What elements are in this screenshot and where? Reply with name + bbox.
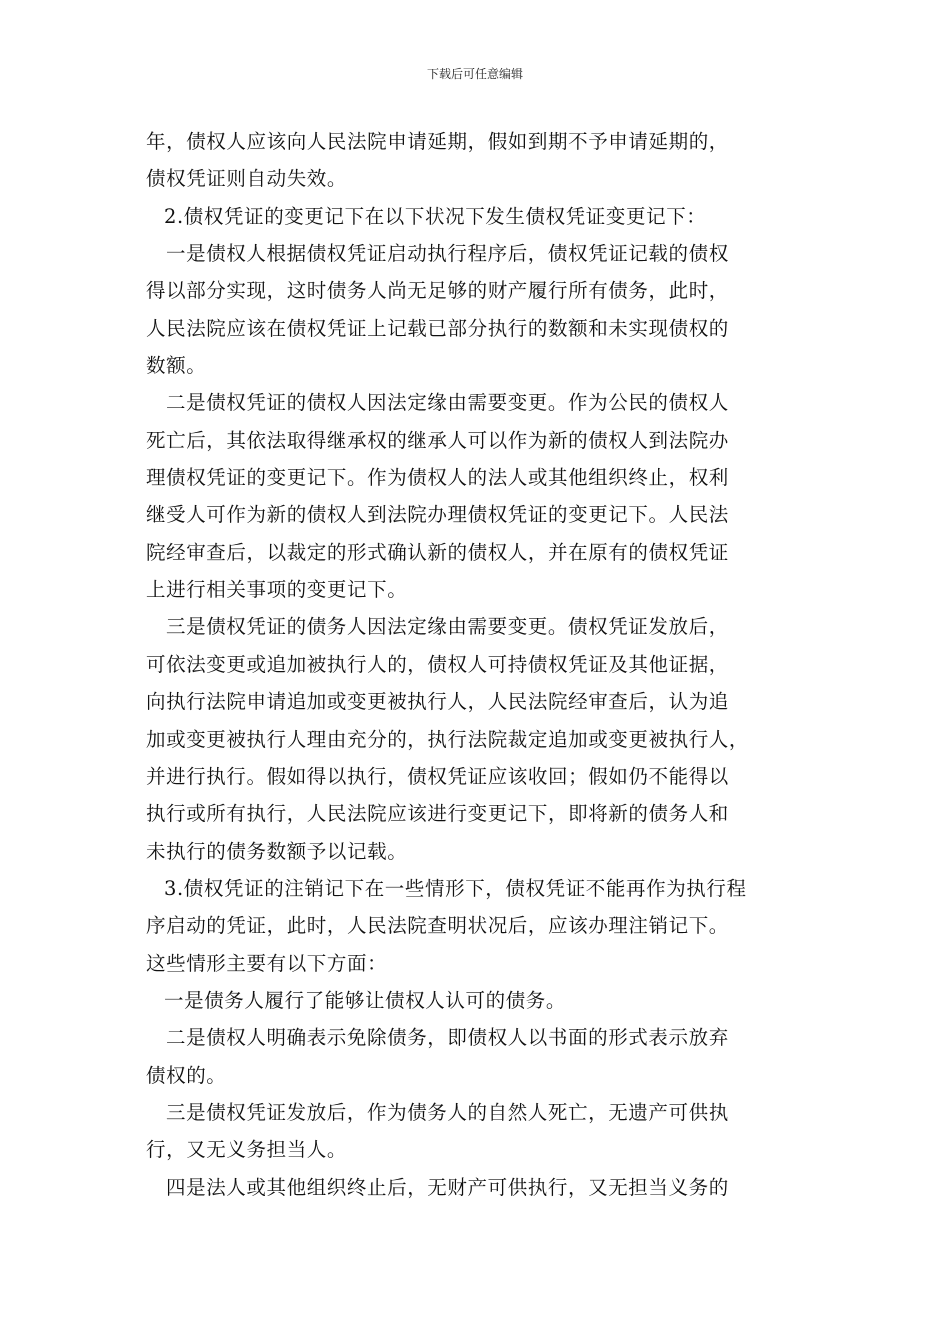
document-body bbox=[146, 123, 818, 1206]
text-line: 院经审查后，以裁定的形式确认新的债权人，并在原有的债权凭证 bbox=[146, 540, 729, 564]
text-line: 继受人可作为新的债权人到法院办理债权凭证的变更记下。人民法 bbox=[146, 503, 729, 527]
page-header: 下载后可任意编辑 bbox=[426, 67, 523, 81]
text-line: 并进行执行。假如得以执行，债权凭证应该收回；假如仍不能得以 bbox=[146, 764, 729, 788]
text-line: 这些情形主要有以下方面： bbox=[146, 951, 388, 975]
section-heading: 3.债权凭证的注销记下在一些情形下，债权凭证不能再作为执行程 bbox=[164, 876, 747, 900]
text-line: 年，债权人应该向人民法院申请延期，假如到期不予申请延期的， bbox=[146, 130, 729, 153]
text-line: 加或变更被执行人理由充分的，执行法院裁定追加或变更被执行人， bbox=[146, 727, 750, 751]
section-heading: 2.债权凭证的变更记下在以下状况下发生债权凭证变更记下： bbox=[164, 204, 707, 228]
text-line: 序启动的凭证，此时，人民法院查明状况后，应该办理注销记下。 bbox=[146, 914, 729, 938]
text-line: 上进行相关事项的变更记下。 bbox=[146, 578, 408, 602]
text-line: 可依法变更或追加被执行人的，债权人可持债权凭证及其他证据， bbox=[146, 652, 729, 676]
text-line: 未执行的债务数额予以记载。 bbox=[146, 839, 408, 863]
text-line: 三是债权凭证的债务人因法定缘由需要变更。债权凭证发放后， bbox=[166, 615, 729, 639]
text-line: 数额。 bbox=[146, 354, 207, 378]
text-line: 死亡后，其依法取得继承权的继承人可以作为新的债权人到法院办 bbox=[146, 428, 729, 452]
text-line: 三是债权凭证发放后，作为债务人的自然人死亡，无遗产可供执 bbox=[166, 1100, 729, 1124]
text-line: 理债权凭证的变更记下。作为债权人的法人或其他组织终止，权利 bbox=[146, 466, 729, 490]
text-line: 人民法院应该在债权凭证上记载已部分执行的数额和未实现债权的 bbox=[146, 316, 729, 340]
text-line: 一是债务人履行了能够让债权人认可的债务。 bbox=[164, 988, 567, 1012]
text-line: 一是债权人根据债权凭证启动执行程序后，债权凭证记载的债权 bbox=[166, 242, 729, 266]
text-line: 执行或所有执行，人民法院应该进行变更记下，即将新的债务人和 bbox=[146, 802, 729, 826]
text-line: 二是债权人明确表示免除债务，即债权人以书面的形式表示放弃 bbox=[166, 1026, 729, 1050]
text-line: 得以部分实现，这时债务人尚无足够的财产履行所有债务，此时， bbox=[146, 279, 729, 303]
text-line: 债权凭证则自动失效。 bbox=[146, 167, 348, 191]
text-line: 债权的。 bbox=[146, 1063, 227, 1087]
text-line: 四是法人或其他组织终止后，无财产可供执行，又无担当义务的 bbox=[166, 1175, 729, 1199]
text-line: 二是债权凭证的债权人因法定缘由需要变更。作为公民的债权人 bbox=[166, 391, 729, 415]
text-line: 行，又无义务担当人。 bbox=[146, 1138, 348, 1162]
text-line: 向执行法院申请追加或变更被执行人，人民法院经审查后，认为追 bbox=[146, 690, 729, 714]
